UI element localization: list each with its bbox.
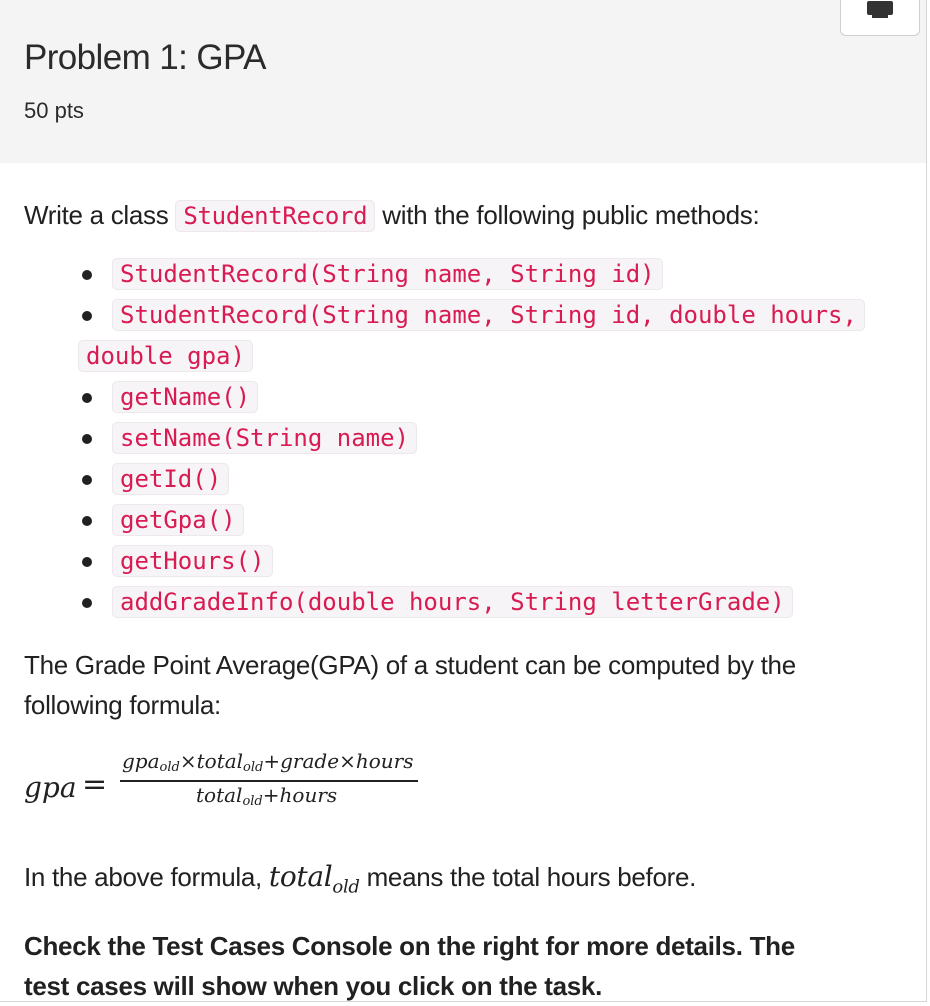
list-item [78,418,904,459]
test-cases-note [24,926,904,1006]
num-plus: + [263,749,281,773]
num-total: total [196,749,244,773]
intro-paragraph [24,195,904,236]
list-item [78,500,904,541]
inline-math-total-old [268,860,360,898]
list-item [78,254,904,295]
note-line1: Check the Test Cases Console on the right for more details. The [24,930,795,961]
method-code: StudentRecord(String name, String id) [112,258,663,290]
list-item [78,541,904,582]
gpa-formula [24,749,904,845]
method-code: getId() [112,463,229,495]
bullet-icon [82,311,92,321]
num-gpa: gpa [122,749,160,773]
list-item [78,582,904,623]
inline-total: total [268,860,333,893]
note-line2: test cases will show when you click on the task. [24,970,603,1001]
bullet-icon [82,557,92,567]
problem-header [0,0,926,163]
problem-title: Problem 1: GPA [24,38,266,77]
method-code: getName() [112,381,258,413]
intro-suffix: with the following public methods: [382,200,760,230]
bullet-icon [82,475,92,485]
formula-note-prefix: In the above formula, [24,862,262,892]
method-code: getGpa() [112,504,244,536]
den-hours: hours [279,783,338,807]
problem-description [24,195,904,1006]
bullet-icon [82,516,92,526]
method-code: getHours() [112,545,273,577]
num-old-sub: old [243,760,264,775]
methods-list [78,254,904,623]
fraction-bar [120,780,418,782]
method-code: addGradeInfo(double hours, String letterGrade) [112,586,793,618]
num-hours: hours [355,749,414,773]
inline-old-sub: old [332,876,360,898]
den-total: total [196,783,243,807]
num-grade: grade [280,749,340,773]
list-item [78,295,904,377]
formula-note-suffix: means the total hours before. [366,862,697,892]
formula-intro-line1: The Grade Point Average(GPA) of a student can be computed by the [24,650,796,680]
intro-prefix: Write a class [24,200,169,230]
formula-intro-paragraph [24,645,904,725]
den-old-sub: old [242,794,263,809]
formula-denominator [196,783,337,809]
formula-numerator [122,749,413,775]
bullet-icon [82,434,92,444]
num-times: × [339,749,356,773]
problem-points: 50 pts [24,98,84,123]
formula-intro-line2: following formula: [24,690,221,720]
bullet-icon [82,393,92,403]
formula-note-paragraph [24,857,904,908]
bullet-icon [82,270,92,280]
bullet-icon [82,598,92,608]
class-name-code: StudentRecord [175,200,375,232]
list-item [78,377,904,418]
num-times: × [179,749,197,773]
num-old-sub: old [159,760,180,775]
formula-lhs: gpa [24,771,77,804]
method-code: StudentRecord(String name, String id, double hours, [112,299,865,331]
printer-icon [867,1,893,15]
list-item [78,459,904,500]
print-button[interactable] [840,0,920,36]
formula-equals: = [82,767,108,802]
den-plus: + [262,783,280,807]
method-code-continued: double gpa) [78,340,253,372]
method-code: setName(String name) [112,422,417,454]
